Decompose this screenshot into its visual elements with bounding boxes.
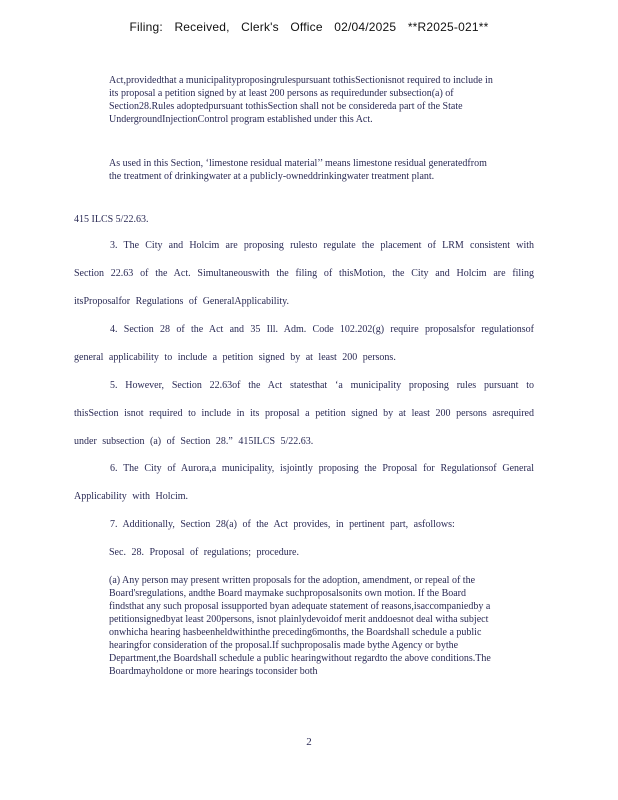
page-number: 2 (306, 736, 312, 748)
paragraph-text: 3. The City and Holcim are proposing rulesto regulate the placement of LRM consistent with Section 22.63 of the Act. Simultaneouswith the filing of thisMotion, the City and Holcim are filing itsProposalfor Regulations of GeneralApplicability. (74, 240, 534, 307)
quote-block-section-28 (109, 574, 495, 678)
quote-text: Act,providedthat a municipalityproposingrulespursuant tothisSectionisnot required to include in its proposal a petition signed by at least 200 persons as requiredunder subsection(a) of Section28.Rules adoptedpursuant tothisSection shall not be considereda part of the State UndergroundInjectionControl program established under this Act. (109, 75, 493, 125)
paragraph-text: 7. Additionally, Section 28(a) of the Act provides, in pertinent part, asfollows: (110, 519, 455, 530)
paragraph-text: 4. Section 28 of the Act and 35 Ill. Adm. Code 102.202(g) require proposalsfor regulationsof general applicability to include a petition signed by at least 200 persons. (74, 324, 534, 363)
quote-text: As used in this Section, ‘limestone residual material’’ means limestone residual generatedfrom the treatment of drinkingwater at a publicly-owneddrinkingwater treatment plant. (109, 158, 487, 182)
filing-header: Filing: Received, Clerk's Office 02/04/2025 **R2025-021** (129, 20, 489, 34)
quote-block-act (109, 74, 493, 126)
quote-block-definition (109, 157, 493, 183)
quote-text: (a) Any person may present written proposals for the adoption, amendment, or repeal of the Board'sregulations, andthe Board maymake suchproposalsonits own motion. If the Board findsthat any such proposal issupported byan adequate statement of reasons,isaccompaniedby a petitionsignedbyat least 200persons, isnot plainlydevoidof merit anddoesnot deal witha subject onwhicha hearing hasbeenheldwithinthe preceding6months, the Boardshall schedule a public hearingfor consideration of the proposal.If suchproposalis made bythe Agency or bythe Department,the Boardshall schedule a public hearingwithout regardto the above conditions.The Boardmayholdone or more hearings toconsider both (109, 575, 491, 677)
paragraph-4 (74, 316, 534, 372)
statute-citation: 415 ILCS 5/22.63. (74, 214, 149, 225)
paragraph-5 (74, 372, 534, 456)
paragraph-6 (74, 455, 534, 511)
section-title: Sec. 28. Proposal of regulations; procedure. (109, 547, 299, 558)
paragraph-7 (109, 519, 529, 530)
paragraph-3 (74, 232, 534, 316)
paragraph-text: 6. The City of Aurora,a municipality, isjointly proposing the Proposal for Regulationsof General Applicability with Holcim. (74, 463, 534, 502)
paragraph-text: 5. However, Section 22.63of the Act statesthat ‘a municipality proposing rules pursuant to thisSection isnot required to include in its proposal a petition signed by at least 200 persons asrequired under subsection (a) of Section 28.” 415ILCS 5/22.63. (74, 380, 534, 447)
